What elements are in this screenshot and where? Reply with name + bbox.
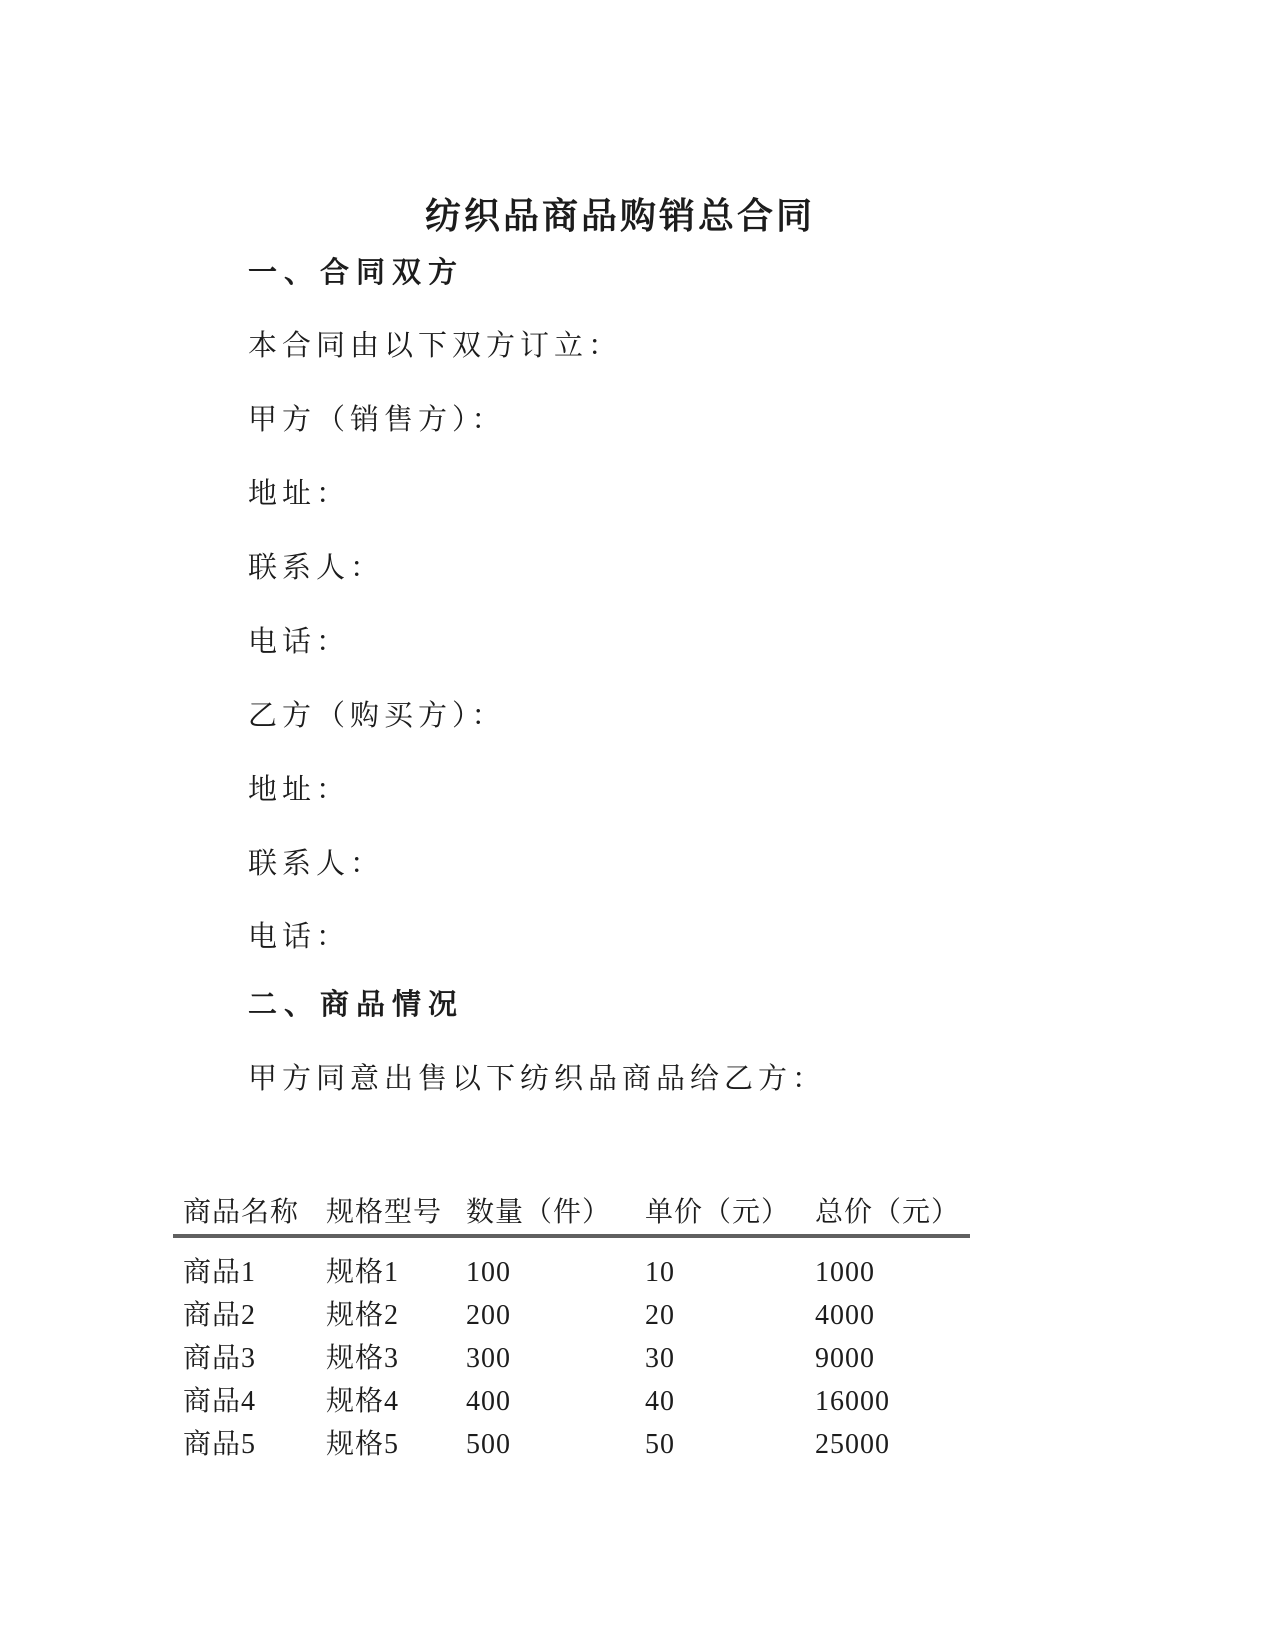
goods-section-intro: 甲方同意出售以下纺织品商品给乙方：	[248, 1063, 827, 1095]
cell-product-name: 商品1	[183, 1257, 257, 1288]
cell-quantity: 300	[466, 1343, 511, 1374]
cell-total-price: 16000	[815, 1386, 890, 1417]
cell-product-name: 商品2	[183, 1300, 257, 1331]
contract-parties-intro: 本合同由以下双方订立：	[248, 330, 623, 362]
cell-unit-price: 20	[645, 1300, 675, 1331]
cell-spec-model: 规格2	[326, 1300, 400, 1331]
cell-product-name: 商品4	[183, 1386, 257, 1417]
table-row	[173, 1417, 970, 1460]
party-b-address-label: 地址：	[248, 774, 351, 806]
cell-quantity: 100	[466, 1257, 511, 1288]
cell-spec-model: 规格5	[326, 1429, 400, 1460]
col-header-spec-model: 规格型号	[326, 1198, 466, 1236]
cell-quantity: 400	[466, 1386, 511, 1417]
party-a-label: 甲方（销售方）：	[248, 404, 506, 436]
cell-unit-price: 50	[645, 1429, 675, 1460]
goods-table-header-row	[173, 1198, 970, 1236]
cell-unit-price: 40	[645, 1386, 675, 1417]
section-1-heading: 一、合同双方	[248, 257, 465, 289]
table-row	[173, 1374, 970, 1417]
col-header-unit-price: 单价（元）	[645, 1198, 815, 1236]
cell-unit-price: 30	[645, 1343, 675, 1374]
party-b-label: 乙方（购买方）：	[248, 700, 506, 732]
cell-product-name: 商品5	[183, 1429, 257, 1460]
col-header-product-name: 商品名称	[173, 1198, 326, 1236]
document-title: 纺织品商品购销总合同	[424, 196, 815, 236]
cell-total-price: 4000	[815, 1300, 875, 1331]
cell-total-price: 1000	[815, 1257, 875, 1288]
party-a-address-label: 地址：	[248, 478, 351, 510]
cell-product-name: 商品3	[183, 1343, 257, 1374]
party-a-phone-label: 电话：	[248, 626, 351, 658]
party-b-phone-label: 电话：	[248, 921, 351, 953]
cell-quantity: 200	[466, 1300, 511, 1331]
party-a-contact-label: 联系人：	[248, 552, 385, 584]
col-header-quantity: 数量（件）	[466, 1198, 645, 1236]
goods-table	[173, 1198, 970, 1460]
cell-spec-model: 规格4	[326, 1386, 400, 1417]
cell-total-price: 9000	[815, 1343, 875, 1374]
party-b-contact-label: 联系人：	[248, 848, 385, 880]
cell-quantity: 500	[466, 1429, 511, 1460]
table-row	[173, 1331, 970, 1374]
cell-total-price: 25000	[815, 1429, 890, 1460]
cell-spec-model: 规格3	[326, 1343, 400, 1374]
cell-spec-model: 规格1	[326, 1257, 400, 1288]
table-row	[173, 1236, 970, 1288]
section-2-heading: 二、商品情况	[248, 989, 465, 1021]
cell-unit-price: 10	[645, 1257, 675, 1288]
table-row	[173, 1288, 970, 1331]
col-header-total-price: 总价（元）	[815, 1198, 970, 1236]
